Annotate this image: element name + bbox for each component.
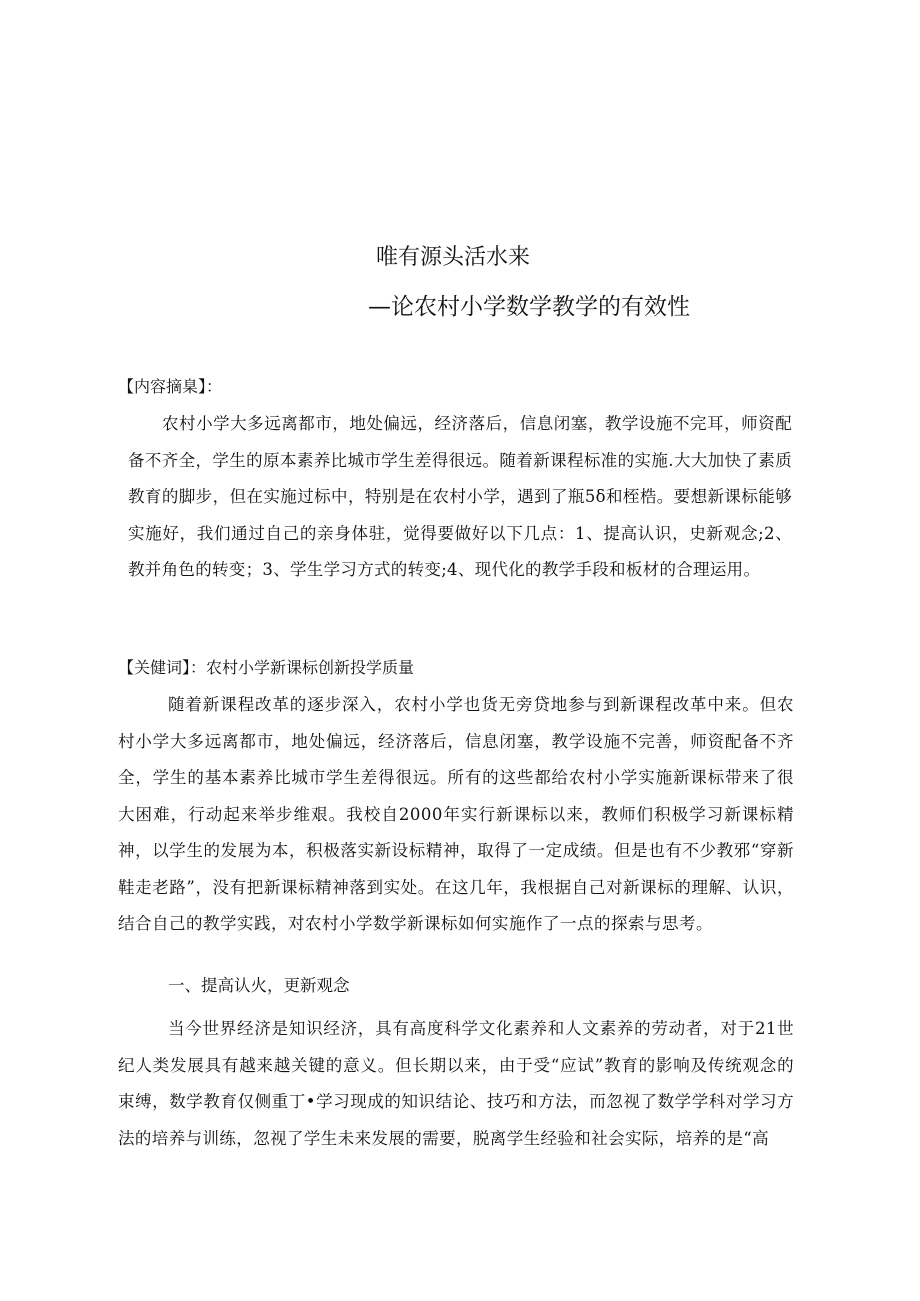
- keywords-line: 【关健词】：农村小学新课标创新投学质量: [118, 658, 415, 677]
- document-subtitle: —论农村小学数学教学的有效性: [368, 294, 690, 320]
- abstract-label: 【内容摘臬】：: [118, 377, 223, 396]
- section-heading-1: 一、提高认火，更新观念: [168, 976, 350, 995]
- section-1-paragraph: 当今世界经济是知识经济，具有高度科学文化素养和人文素养的劳动者，对于21世纪人类发展具有越来越关键的意义。但长期以来，由于受“应试”教育的影响及传统观念的束缚，数学教育仅侧重丁•学习现成的知识结论、技巧和方法，而忽视了数学学科对学习方法的培养与训练，忽视了学生未来发展的需要，脱离学生经验和社会实际，培养的是“高: [118, 1019, 794, 1148]
- intro-paragraph: 随着新课程改革的逐步深入，农村小学也货无旁贷地参与到新课程改革中来。但农村小学大多远离都市，地处偏远，经济落后，信息闭塞，教学设施不完善，师资配备不齐全，学生的基本素养比城市学生差得很远。所有的这些都给农村小学实施新课标带来了很大困难，行动起来举步维艰。我校自2000年实行新课标以来，教师们积极学习新课标精神，以学生的发展为本，积极落实新设标精神，取得了一定成绩。但是也有不少教邪“穿新鞋走老路”，没有把新课标精神落到实处。在这几年，我根据自己对新课标的理解、认识，结合自己的教学实践，对农村小学数学新课标如何实施作了一点的探索与思考。: [118, 695, 794, 933]
- abstract-paragraph: 农村小学大多远离都市，地处偏远，经济落后，信息闭塞，教学设施不完耳，师资配备不齐全，学生的原本素养比城市学生差得很远。随着新课程标准的实施.大大加快了素质教育的脚步，但在实施过标中，特别是在农村小学，遇到了瓶5δ和桎梏。要想新课标能够实施好，我们通过自己的亲身体驻，觉得要做好以下几点：1、提高认识，史新观念;2、教并角色的转变；3、学生学习方式的转变;4、现代化的教学手段和板材的合理运用。: [128, 414, 792, 579]
- document-title: 唯有源头活水来: [376, 245, 531, 270]
